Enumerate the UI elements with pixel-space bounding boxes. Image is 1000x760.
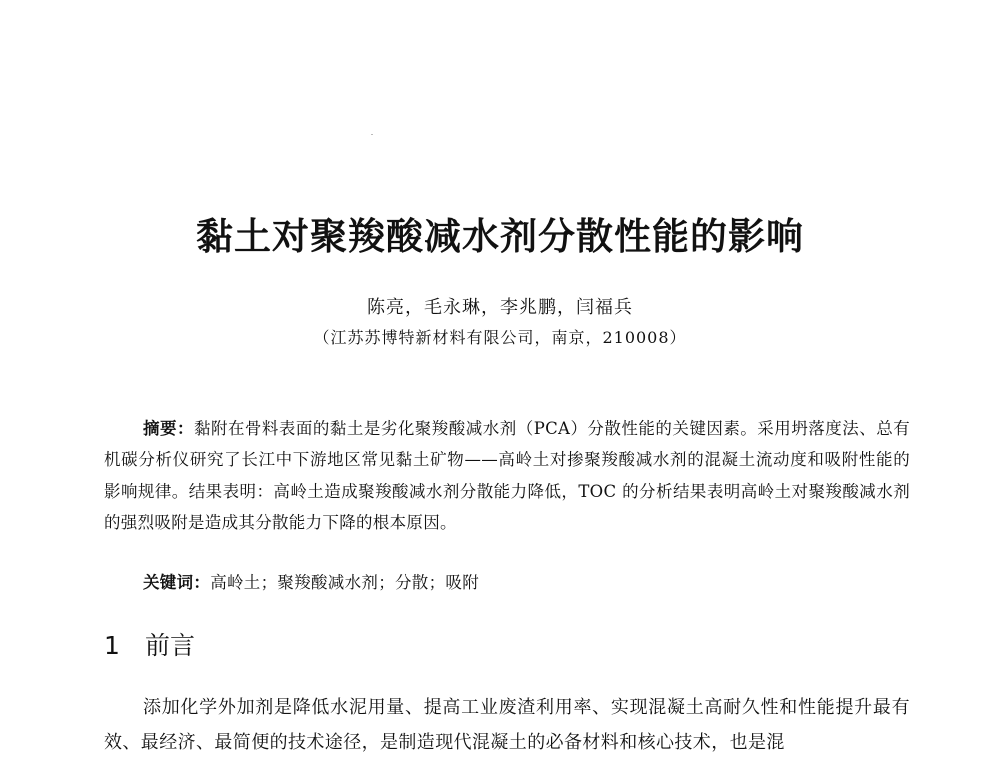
keywords-text: 高岭土；聚羧酸减水剂；分散；吸附 xyxy=(210,573,480,592)
keywords xyxy=(143,569,903,597)
section-title: 前言 xyxy=(145,631,196,660)
paper-title: 黏土对聚羧酸减水剂分散性能的影响 xyxy=(196,214,804,258)
keywords-label: 关键词： xyxy=(143,573,211,592)
abstract-text: 黏附在骨料表面的黏土是劣化聚羧酸减水剂（PCA）分散性能的关键因素。采用坍落度法、总有机碳分析仪研究了长江中下游地区常见黏土矿物——高岭土对掺聚羧酸减水剂的混凝土流动度和吸附性能的影响规律。结果表明：高岭土造成聚羧酸减水剂分散能力降低，TOC 的分析结果表明高岭土对聚羧酸减水剂的强烈吸附是造成其分散能力下降的根本原因。 xyxy=(104,419,910,532)
body-paragraph: 添加化学外加剂是降低水泥用量、提高工业废渣利用率、实现混凝土高耐久性和性能提升最有效、最经济、最简便的技术途径，是制造现代混凝土的必备材料和核心技术，也是混 xyxy=(104,697,910,753)
abstract xyxy=(104,413,910,538)
section-number: 1 xyxy=(104,631,120,660)
affiliation: （江苏苏博特新材料有限公司，南京，210008） xyxy=(313,328,687,347)
section-heading xyxy=(104,626,195,666)
author-list: 陈亮，毛永琳，李兆鹏，闫福兵 xyxy=(367,297,633,318)
scan-speck xyxy=(371,134,373,135)
abstract-label: 摘要： xyxy=(143,419,194,438)
